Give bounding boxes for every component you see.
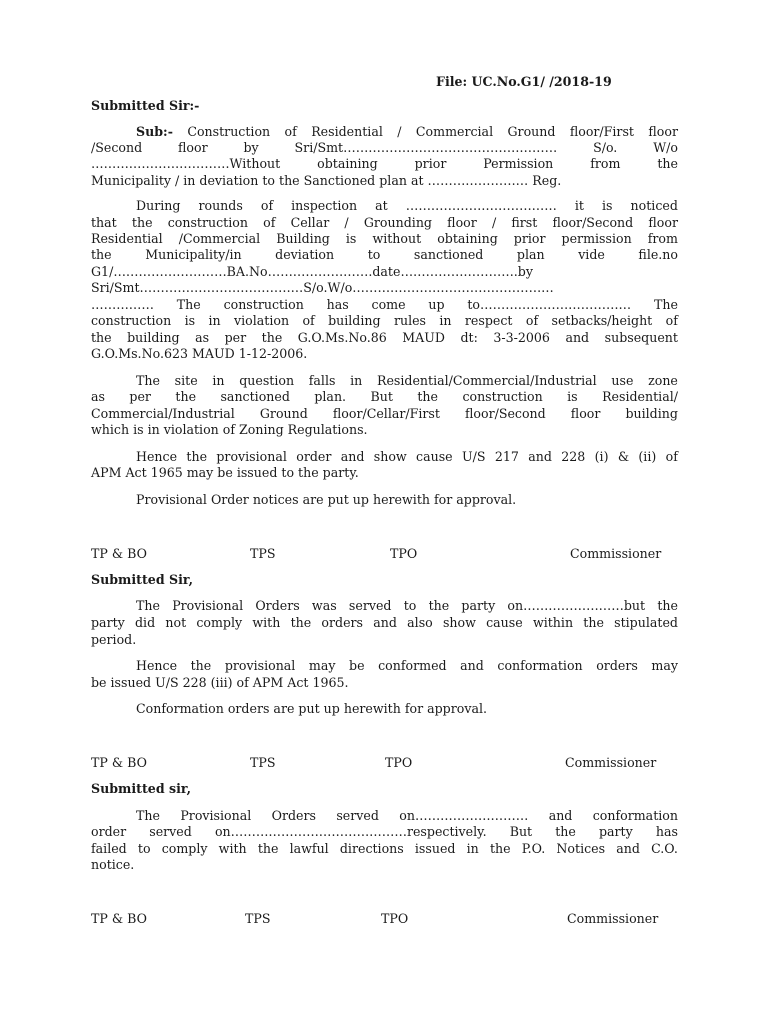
word: the — [489, 841, 511, 856]
word: subsequent — [604, 330, 678, 345]
word: 228 — [561, 449, 586, 464]
word: file.no — [638, 247, 678, 262]
word: W/o — [653, 140, 678, 155]
word: building — [625, 406, 678, 421]
word: noticed — [630, 198, 678, 213]
word: Permission — [483, 156, 554, 171]
section2-para2-line-1 — [136, 658, 678, 674]
word: that — [91, 215, 117, 230]
word: sanctioned — [220, 389, 290, 404]
word: floor/Second — [465, 406, 546, 421]
word: is — [345, 231, 357, 246]
word: is — [602, 198, 613, 213]
word: The — [653, 297, 678, 312]
word: of — [525, 313, 539, 328]
section1-para1-line-6 — [91, 280, 678, 296]
word: G1/………………………BA.No…………………….date……………………….by — [91, 264, 533, 279]
word: with — [252, 615, 281, 630]
word: issued — [414, 841, 456, 856]
signature-tpo-2: TPO — [385, 755, 413, 770]
word: the — [175, 389, 197, 404]
word: …………… — [91, 297, 154, 312]
word: Hence — [136, 449, 178, 464]
word: in — [350, 373, 363, 388]
word: has — [326, 297, 349, 312]
word: floor — [570, 406, 601, 421]
word: inspection — [291, 198, 358, 213]
word: served — [348, 598, 392, 613]
word: the — [261, 330, 283, 345]
word: P.O. — [521, 841, 546, 856]
section3-para1-line-2 — [91, 824, 678, 840]
word: to — [367, 247, 381, 262]
word: and — [548, 808, 573, 823]
word: comply — [161, 841, 208, 856]
section1-sub-line-3 — [91, 156, 678, 172]
section1-para1-line-7 — [91, 297, 678, 313]
word: Orders — [271, 808, 316, 823]
word: within — [532, 615, 574, 630]
signature-tpo: TPO — [390, 546, 418, 561]
word: C.O. — [651, 841, 678, 856]
word: up — [428, 297, 445, 312]
word: construction — [223, 297, 304, 312]
word: (i) — [594, 449, 609, 464]
word: respect — [464, 313, 513, 328]
word: the — [657, 598, 678, 613]
word: Commercial/Industrial — [91, 406, 235, 421]
word: Building — [276, 231, 330, 246]
word: Residential/Commercial/Industrial — [376, 373, 597, 388]
signature-tps-2: TPS — [250, 755, 276, 770]
signature-commissioner-2: Commissioner — [565, 755, 657, 770]
section2-para1-line-1 — [136, 598, 678, 614]
word: floor/Second — [552, 215, 634, 230]
word: the — [657, 156, 678, 171]
word: building — [127, 330, 180, 345]
word: of — [665, 449, 678, 464]
signature-tps-3: TPS — [245, 911, 271, 926]
word: / — [491, 215, 497, 230]
word: the — [91, 247, 112, 262]
word: provisional — [224, 658, 296, 673]
word: G.O.Ms.No.86 — [297, 330, 387, 345]
word: may — [651, 658, 678, 673]
word: plan. — [314, 389, 347, 404]
signature-commissioner: Commissioner — [570, 546, 662, 561]
section1-para1-line-8 — [91, 313, 678, 329]
word: Residential/ — [602, 389, 678, 404]
section1-para2-line-4: which is in violation of Zoning Regulations. — [91, 422, 368, 437]
word: stipulated — [614, 615, 678, 630]
word: the — [131, 215, 153, 230]
word: obtaining — [437, 231, 498, 246]
section1-para1-line-1 — [136, 198, 678, 214]
word: use — [611, 373, 634, 388]
word: of — [260, 198, 274, 213]
word: Grounding — [363, 215, 432, 230]
word: floor/First — [569, 124, 634, 139]
word: conformed — [378, 658, 447, 673]
word: the — [186, 449, 208, 464]
word: orders — [596, 658, 638, 673]
word: to……………………………… — [467, 297, 632, 312]
word: construction — [91, 313, 172, 328]
section1-sub-line-1 — [136, 124, 678, 140]
word: directions — [339, 841, 404, 856]
word: also — [407, 615, 433, 630]
word: and — [460, 658, 484, 673]
word: orders — [321, 615, 364, 630]
word: without — [372, 231, 422, 246]
word: zone — [648, 373, 678, 388]
word: and — [528, 449, 552, 464]
word: has — [655, 824, 678, 839]
word: floor — [447, 215, 477, 230]
word: Residential — [91, 231, 163, 246]
word: /Second — [91, 140, 143, 155]
word: Residential — [311, 124, 383, 139]
word: The — [136, 373, 160, 388]
word: party — [461, 598, 496, 613]
signature-tp-bo-3: TP & BO — [91, 911, 147, 926]
word: of — [302, 313, 315, 328]
word: on……………………… — [399, 808, 529, 823]
word: vide — [578, 247, 605, 262]
word: in — [212, 373, 225, 388]
word: served — [336, 808, 379, 823]
word: S/o. — [593, 140, 618, 155]
word: The — [176, 297, 201, 312]
word: construction — [462, 389, 543, 404]
section1-para1-line-5 — [91, 264, 678, 280]
word: conformation — [592, 808, 678, 823]
word: Provisional — [180, 808, 252, 823]
word: of — [665, 313, 678, 328]
word: (ii) — [638, 449, 657, 464]
word: show — [442, 615, 476, 630]
signature-tp-bo: TP & BO — [91, 546, 147, 561]
word: construction — [167, 215, 248, 230]
word: cause — [486, 615, 523, 630]
section2-para1-line-3: period. — [91, 632, 137, 647]
word: to — [403, 598, 417, 613]
section2-para2-line-2: be issued U/S 228 (iii) of APM Act 1965. — [91, 675, 349, 690]
word: Commercial — [415, 124, 494, 139]
section1-para4: Provisional Order notices are put up herewith for approval. — [136, 492, 517, 507]
section3-para1-line-3 — [91, 841, 678, 857]
word: Provisional — [172, 598, 244, 613]
word: / — [344, 215, 349, 230]
word: at — [375, 198, 388, 213]
word: But — [509, 824, 533, 839]
word: come — [371, 297, 406, 312]
word: Ground — [259, 406, 308, 421]
word: plan — [516, 247, 545, 262]
word: 217 — [494, 449, 519, 464]
word: on……………………but — [507, 598, 646, 613]
word: the — [583, 615, 604, 630]
word: floor — [178, 140, 208, 155]
word: conformation — [497, 658, 583, 673]
word: failed — [91, 841, 127, 856]
section1-para1-line-3 — [91, 231, 678, 247]
word: prior — [414, 156, 447, 171]
word: and — [373, 615, 397, 630]
section1-para2-line-3 — [91, 406, 678, 422]
word: Construction — [187, 124, 271, 139]
section1-para3-line-2: APM Act 1965 may be issued to the party. — [91, 465, 359, 480]
section1-para2-line-2 — [91, 389, 678, 405]
word: 3-3-2006 — [493, 330, 550, 345]
section1-para1-line-10: G.O.Ms.No.623 MAUD 1-12-2006. — [91, 346, 308, 361]
word: first — [511, 215, 538, 230]
section1-para1-line-9 — [91, 330, 678, 346]
word: Municipality/in — [145, 247, 242, 262]
word: from — [647, 231, 678, 246]
section1-para1-line-2 — [91, 215, 678, 231]
word: rounds — [198, 198, 243, 213]
word: obtaining — [317, 156, 378, 171]
word: the — [257, 841, 279, 856]
word: floor — [648, 124, 678, 139]
section2-para1-line-2 — [91, 615, 678, 631]
word: sanctioned — [413, 247, 484, 262]
word: ……………………………… — [405, 198, 557, 213]
word: Notices — [556, 841, 606, 856]
word: by — [243, 140, 259, 155]
signature-tps: TPS — [250, 546, 276, 561]
word: it — [574, 198, 584, 213]
word: Sub:- — [136, 124, 173, 139]
word: the — [417, 389, 438, 404]
word: from — [590, 156, 621, 171]
word: is — [567, 389, 578, 404]
word: /Commercial — [178, 231, 261, 246]
word: The — [136, 808, 160, 823]
word: Sri/Smt…………………………………………… — [294, 140, 558, 155]
word: / — [397, 124, 402, 139]
word: on……………………………………respectively. — [214, 824, 487, 839]
word: show — [373, 449, 407, 464]
word: be — [349, 658, 365, 673]
section3-para1-line-1 — [136, 808, 678, 824]
word: in — [208, 313, 221, 328]
word: floor/Cellar/First — [332, 406, 440, 421]
word: as — [195, 330, 210, 345]
section1-sub-line-4: Municipality / in deviation to the Sanctioned plan at …………………… Reg. — [91, 173, 562, 188]
word: Cellar — [290, 215, 330, 230]
word: of — [284, 124, 297, 139]
word: permission — [561, 231, 632, 246]
word: floor — [648, 215, 678, 230]
word: per — [224, 330, 247, 345]
word: question — [239, 373, 295, 388]
word: Hence — [136, 658, 178, 673]
word: to — [137, 841, 151, 856]
word: party — [598, 824, 633, 839]
word: of — [263, 215, 276, 230]
word: the — [290, 615, 312, 630]
word: But — [370, 389, 393, 404]
word: may — [308, 658, 336, 673]
word: was — [311, 598, 337, 613]
word: violation — [234, 313, 290, 328]
word: the — [91, 330, 112, 345]
word: comply — [196, 615, 243, 630]
word: prior — [513, 231, 546, 246]
word: Orders — [255, 598, 300, 613]
section3-para1-line-4: notice. — [91, 857, 135, 872]
section1-para1-line-4 — [91, 247, 678, 263]
word: setbacks/height — [551, 313, 653, 328]
signature-tpo-3: TPO — [381, 911, 409, 926]
section2-para3: Conformation orders are put up herewith for approval. — [136, 701, 488, 716]
word: rules — [393, 313, 427, 328]
word: with — [218, 841, 247, 856]
word: lawful — [289, 841, 329, 856]
section1-heading: Submitted Sir:- — [91, 98, 200, 113]
word: site — [174, 373, 198, 388]
section1-sub-line-2 — [91, 140, 678, 156]
word: provisional — [216, 449, 287, 464]
word: U/S — [461, 449, 486, 464]
word: deviation — [275, 247, 335, 262]
word: falls — [308, 373, 336, 388]
word: MAUD — [402, 330, 445, 345]
word: order — [296, 449, 332, 464]
word: dt: — [460, 330, 478, 345]
signature-commissioner-3: Commissioner — [567, 911, 659, 926]
section1-para2-line-1 — [136, 373, 678, 389]
word: building — [328, 313, 381, 328]
word: per — [129, 389, 151, 404]
section3-heading: Submitted sir, — [91, 781, 191, 796]
word: in — [439, 313, 452, 328]
word: Ground — [507, 124, 556, 139]
word: served — [149, 824, 192, 839]
word: The — [136, 598, 160, 613]
section1-para3-line-1 — [136, 449, 678, 465]
word: not — [165, 615, 187, 630]
word: and — [340, 449, 365, 464]
word: the — [190, 658, 212, 673]
word: the — [428, 598, 450, 613]
word: and — [565, 330, 590, 345]
word: in — [466, 841, 479, 856]
word: cause — [416, 449, 453, 464]
word: & — [617, 449, 630, 464]
word: Sri/Smt…………………………………S/o.W/o………………………………………… — [91, 280, 554, 295]
word: as — [91, 389, 105, 404]
signature-tp-bo-2: TP & BO — [91, 755, 147, 770]
word: order — [91, 824, 127, 839]
word: During — [136, 198, 181, 213]
word: is — [184, 313, 196, 328]
word: did — [135, 615, 156, 630]
word: and — [616, 841, 640, 856]
file-reference: File: UC.No.G1/ /2018-19 — [436, 74, 612, 89]
word: ……………………………Without — [91, 156, 281, 171]
section2-heading: Submitted Sir, — [91, 572, 193, 587]
word: the — [555, 824, 576, 839]
word: party — [91, 615, 125, 630]
